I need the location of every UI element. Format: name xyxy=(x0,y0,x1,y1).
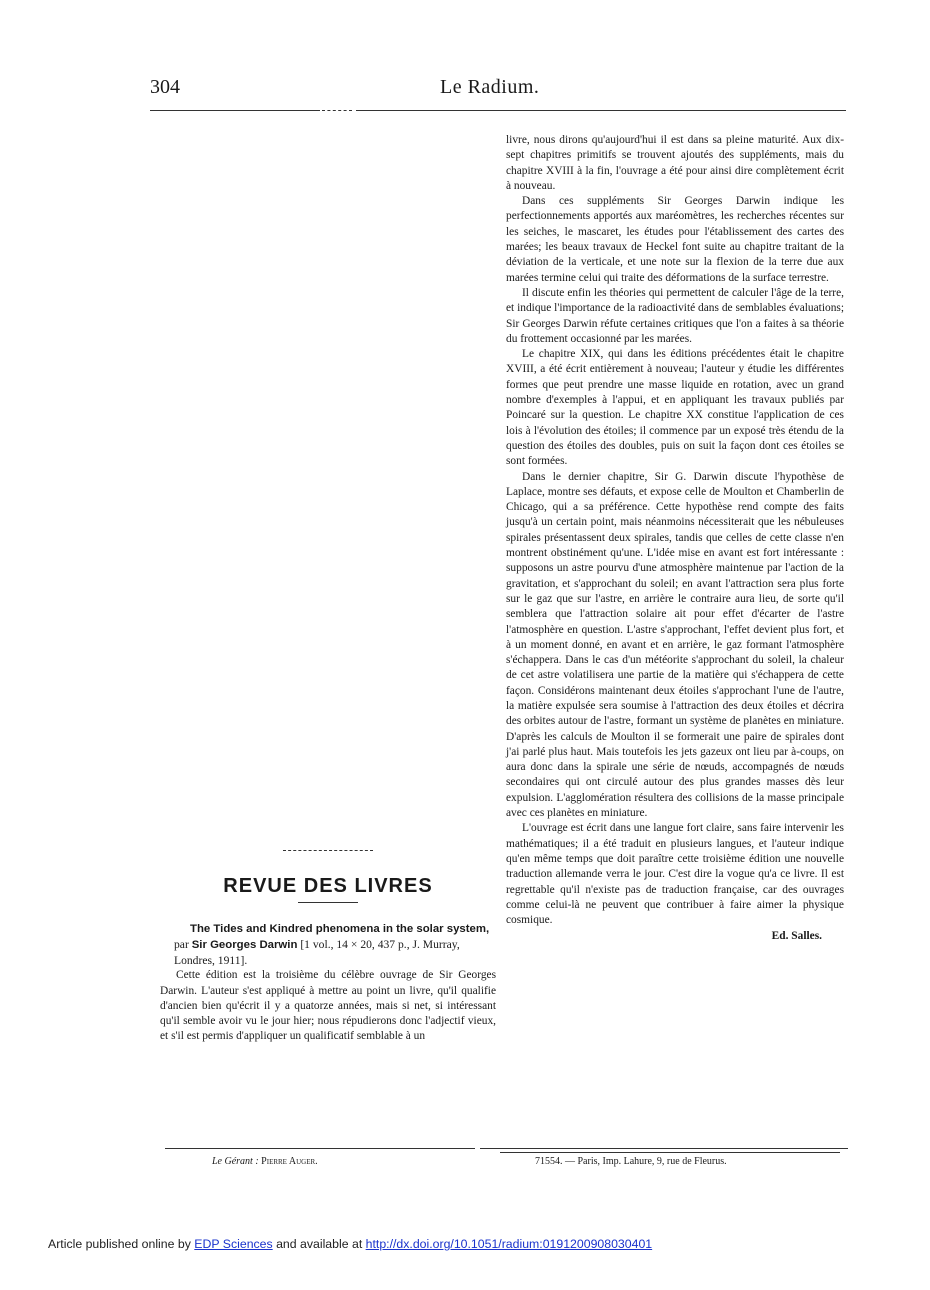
gerant-label: Le Gérant : xyxy=(212,1156,259,1167)
left-column xyxy=(160,850,496,1045)
right-paragraph-5: Dans le dernier chapitre, Sir G. Darwin discute l'hypothèse de Laplace, montre ses défauts, et expose celle de Moulton et Chamberlin de Chicago, qui a sa préférence. Cette hypothèse rend compte des faits jusqu'à un certain point, mais néanmoins nécessiterait que les nébuleuses spirales présentassent deux spirales, tandis que celles de cette classe n'en montrent obstinément qu'une. L'idée mise en avant est fort intéressante : supposons un astre pourvu d'une atmosphère maintenue par l'action de la gravitation, et s'approchant du soleil; en avant l'attraction sera plus forte sur le gaz que sur l'astre, en arrière le contraire aura lieu, de sorte qu'il semblera que l'attraction solaire ait pour effet d'écarter de l'astre l'atmosphère en question. L'astre s'approchant, l'effet devient plus fort, et à un moment donné, en avant et en arrière, le gaz formant l'atmosphère s'échappera. Dans le cas d'un météorite s'approchant du soleil, la chaleur de cet astre volatilisera une partie de la matière qui s'échappera de cette façon. Considérons maintenant deux étoiles s'approchant l'une de l'autre, la matière expulsée sera soumise à l'attraction des deux étoiles et décrira des orbites autour de l'astre, formant un système de planètes en miniature. D'après les calculs de Moulton il se formerait une paire de spirales dont j'ai parlé plus haut. Mais toutefois les jets gazeux ont lieu par à-coups, on aura donc dans la spirale une série de nœuds, accompagnés de nœuds secondaires qui ont circulé autour des plus grandes masses dès leur expulsion. L'agglomération résultera des collisions de la masse principale avec ces planètes en miniature. xyxy=(506,470,844,820)
right-paragraph-2: Dans ces suppléments Sir Georges Darwin indique les perfectionnements apportés aux maréomètres, les recherches récentes sur les seiches, le mascaret, les études pour l'établissement des cartes des marées; les beaux travaux de Heckel font suite au chapitre traitant de la déviation de la verticale, et une note sur la flexion de la terre due aux marées termine celui qui traite des déformations de la surface terrestre. xyxy=(506,195,844,284)
title-rule xyxy=(298,902,358,903)
printer-line: 71554. — Paris, Imp. Lahure, 9, rue de Fleurus. xyxy=(535,1156,727,1167)
section-title: REVUE DES LIVRES xyxy=(223,875,433,897)
credit-middle: and available at xyxy=(272,1237,366,1251)
right-paragraph-6: L'ouvrage est écrit dans une langue fort claire, sans faire intervenir les mathématiques; il a été traduit en plusieurs langues, et l'auteur indique qu'en même temps que doit paraître cette troisième édition une nouvelle traduction allemande verra le jour. C'est dire la vogue qu'a ce livre. Il est regrettable qu'il n'existe pas de traduction française, car des ouvrages comme celui-là ne peuvent que contribuer à faire aimer la physique cosmique. xyxy=(506,822,844,927)
book-details: [1 vol., 14 × 20, 437 p., J. Murray, Londres, 1911]. xyxy=(174,938,460,968)
page-header xyxy=(150,76,846,112)
footer-rule-right xyxy=(480,1148,848,1149)
page-number: 304 xyxy=(150,76,180,98)
book-author: Sir Georges Darwin xyxy=(191,939,298,952)
right-paragraph-4: Le chapitre XIX, qui dans les éditions précédentes était le chapitre XVIII, a été écrit entièrement à nouveau; l'auteur y étudie les différentes formes que peut prendre une masse liquide en rotation, avec un grand nombre d'exemples à l'appui, et en appliquant les travaux publiés par Poincaré sur la question. Le chapitre XX constitue l'application de ces lois à l'évolution des étoiles; il commence par un exposé très étendu de la question des étoiles des doubles, puis on suit la façon dont ces étoiles se sont formées. xyxy=(506,348,844,468)
header-rule-left xyxy=(150,110,320,111)
gerant-line xyxy=(212,1156,318,1167)
doi-link[interactable]: http://dx.doi.org/10.1051/radium:0191200908030401 xyxy=(365,1237,653,1251)
right-paragraph-1: livre, nous dirons qu'aujourd'hui il est dans sa pleine maturité. Aux dix-sept chapitres primitifs se trouvent ajoutés des suppléments, mais du chapitre XVIII à la fin, l'ouvrage a été pour ainsi dire complètement écrit à nouveau. xyxy=(506,134,844,192)
header-rule-dashed xyxy=(322,110,352,111)
publication-credit xyxy=(48,1237,652,1251)
credit-prefix: Article published online by xyxy=(48,1237,195,1251)
book-by: par xyxy=(174,938,192,952)
publisher-link[interactable]: EDP Sciences xyxy=(194,1237,273,1251)
gerant-name: Pierre Auger. xyxy=(261,1156,318,1167)
left-paragraph: Cette édition est la troisième du célèbre ouvrage de Sir Georges Darwin. L'auteur s'est appliqué à mettre au point un livre, qu'il qualifie d'ancien bien qu'écrit il y a quatorze années, mais si net, si intéressant qu'il semble avoir vu le jour hier; nous répudierons donc l'adjectif vieux, et s'il est permis d'appliquer un qualificatif semblable à un xyxy=(160,969,496,1043)
footer-rule-short xyxy=(500,1152,840,1153)
book-entry xyxy=(160,921,496,968)
section-separator xyxy=(283,850,373,851)
right-column xyxy=(506,133,844,945)
signature: Ed. Salles. xyxy=(771,930,822,943)
header-rule-right xyxy=(356,110,846,111)
book-title: The Tides and Kindred phenomena in the solar system, xyxy=(190,923,490,936)
footer-rule-left xyxy=(165,1148,475,1149)
right-paragraph-3: Il discute enfin les théories qui permettent de calculer l'âge de la terre, et indique l'importance de la radioactivité dans de semblables évaluations; Sir Georges Darwin réfute certaines critiques que l'on a faites à sa théorie du frottement occasionné par les marées. xyxy=(506,286,844,345)
journal-title: Le Radium. xyxy=(440,76,540,98)
